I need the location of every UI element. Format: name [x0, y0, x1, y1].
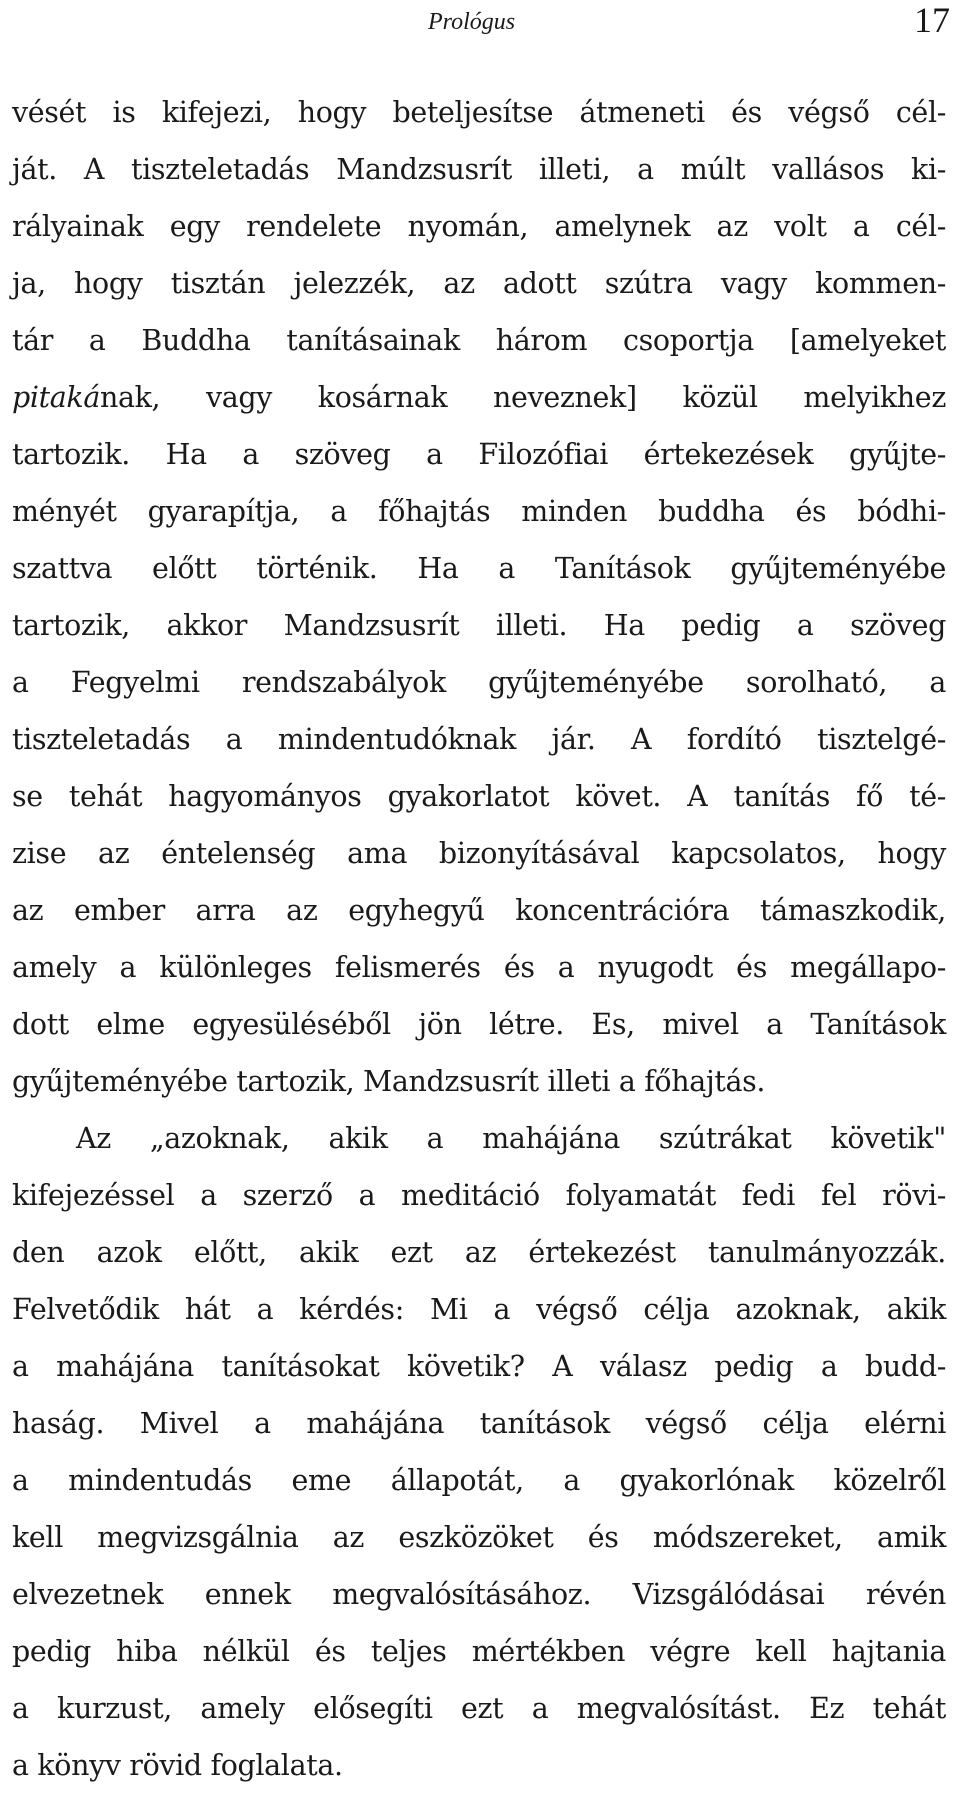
- text-line: gyűjteményébe tartozik, Mandzsusrít illeti a főhajtás.: [12, 1065, 766, 1098]
- text-line: szattva előtt történik. Ha a Tanítások gyűjteményébe: [12, 552, 946, 585]
- text-line: haság. Mivel a mahájána tanítások végső célja elérni: [12, 1407, 946, 1440]
- text-line: tartozik, akkor Mandzsusrít illeti. Ha pedig a szöveg: [12, 609, 946, 642]
- text-line: den azok előtt, akik ezt az értekezést tanulmányozzák.: [12, 1236, 946, 1269]
- text-line: elvezetnek ennek megvalósításához. Vizsgálódásai révén: [12, 1578, 946, 1611]
- text-line: amely a különleges felismerés és a nyugodt és megállapo-: [12, 951, 946, 984]
- text-line: kifejezéssel a szerző a meditáció folyamatát fedi fel rövi-: [12, 1179, 946, 1212]
- text-line: se tehát hagyományos gyakorlatot követ. A tanítás fő té-: [12, 780, 946, 813]
- text-line: a kurzust, amely elősegíti ezt a megvalósítást. Ez tehát: [12, 1692, 946, 1725]
- paragraph: [12, 1110, 946, 1794]
- text-line: kell megvizsgálnia az eszközöket és módszereket, amik: [12, 1521, 946, 1554]
- text-line: dott elme egyesüléséből jön létre. Es, mivel a Tanítások: [12, 1008, 946, 1041]
- text-line: ményét gyarapítja, a főhajtás minden buddha és bódhi-: [12, 495, 946, 528]
- text-line: a mahájána tanításokat követik? A válasz pedig a budd-: [12, 1350, 946, 1383]
- text-line: ja, hogy tisztán jelezzék, az adott szútra vagy kommen-: [12, 267, 946, 300]
- text-run: nak, vagy kosárnak neveznek] közül melyikhez: [99, 381, 946, 414]
- text-line: Felvetődik hát a kérdés: Mi a végső célja azoknak, akik: [12, 1293, 946, 1326]
- text-line: tartozik. Ha a szöveg a Filozófiai értekezések gyűjte-: [12, 438, 946, 471]
- text-line: tár a Buddha tanításainak három csoportja [amelyeket: [12, 324, 946, 357]
- paragraph: [12, 84, 946, 1110]
- page-number: 17: [914, 0, 950, 40]
- text-line: Az „azoknak, akik a mahájána szútrákat követik": [76, 1122, 946, 1155]
- text-line: vését is kifejezi, hogy beteljesítse átmeneti és végső cél-: [12, 96, 946, 129]
- page-header: [0, 0, 960, 50]
- italic-term: pitaká: [12, 381, 100, 414]
- text-line: zise az éntelenség ama bizonyításával kapcsolatos, hogy: [12, 837, 946, 870]
- text-line: a Fegyelmi rendszabályok gyűjteményébe sorolható, a: [12, 666, 946, 699]
- text-line: a könyv rövid foglalata.: [12, 1749, 343, 1782]
- text-line: tiszteletadás a mindentudóknak jár. A fordító tisztelgé-: [12, 723, 946, 756]
- text-line: pedig hiba nélkül és teljes mértékben végre kell hajtania: [12, 1635, 946, 1668]
- text-line: ját. A tiszteletadás Mandzsusrít illeti, a múlt vallásos ki-: [12, 153, 946, 186]
- text-line: rályainak egy rendelete nyomán, amelynek az volt a cél-: [12, 210, 946, 243]
- text-line: a mindentudás eme állapotát, a gyakorlónak közelről: [12, 1464, 946, 1497]
- text-line: az ember arra az egyhegyű koncentrációra támaszkodik,: [12, 894, 946, 927]
- body-text: [12, 84, 946, 1794]
- running-title: Prológus: [428, 9, 516, 35]
- text-line: [12, 369, 946, 426]
